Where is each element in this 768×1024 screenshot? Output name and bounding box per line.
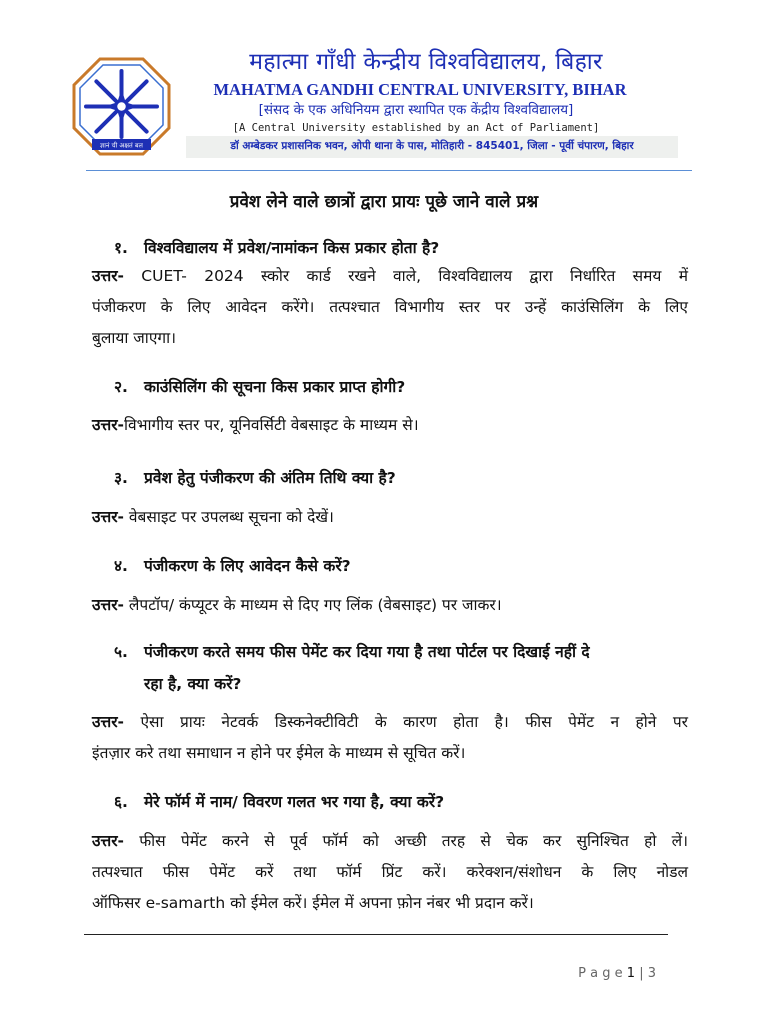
faq-question-text: मेरे फॉर्म में नाम/ विवरण गलत भर गया है, क्या करें? bbox=[144, 793, 445, 811]
answer-line: उत्तर- फीस पेमेंट करने से पूर्व फॉर्म को अच्छी तरह से चेक कर सुनिश्चित हो लें। bbox=[92, 832, 688, 850]
letterhead bbox=[0, 0, 768, 175]
university-name-english: MAHATMA GANDHI CENTRAL UNIVERSITY, BIHAR bbox=[213, 80, 627, 99]
header-divider bbox=[86, 170, 692, 171]
answer-label: उत्तर- bbox=[92, 508, 124, 526]
faq-number: ३. bbox=[114, 469, 128, 487]
establishment-note-hindi: [संसद के एक अधिनियम द्वारा स्थापित एक केंद्रीय विश्वविद्यालय] bbox=[258, 102, 574, 118]
faq-question-2 bbox=[114, 375, 405, 397]
page-number-footer bbox=[578, 966, 656, 981]
faq-question-5 bbox=[114, 640, 590, 662]
answer-label: उत्तर- bbox=[92, 832, 124, 850]
faq-number: ६. bbox=[114, 793, 128, 811]
faq-number: १. bbox=[114, 239, 128, 257]
establishment-note-english: [A Central University established by an Act of Parliament] bbox=[232, 122, 600, 134]
answer-line: उत्तर- ऐसा प्रायः नेटवर्क डिस्कनेक्टीविटी के कारण होता है। फीस पेमेंट न होने पर bbox=[92, 713, 688, 731]
faq-question-text: विश्वविद्यालय में प्रवेश/नामांकन किस प्रकार होता है? bbox=[144, 239, 440, 257]
faq-answer-6 bbox=[92, 826, 688, 919]
page-label: P a g e bbox=[578, 966, 623, 981]
faq-question-text: पंजीकरण के लिए आवेदन कैसे करें? bbox=[144, 557, 351, 575]
answer-line: पंजीकरण के लिए आवेदन करेंगे। तत्पश्चात विभागीय स्तर पर उन्हें काउंसिलिंग के लिए bbox=[92, 298, 688, 316]
answer-line: इंतज़ार करे तथा समाधान न होने पर ईमेल के माध्यम से सूचित करें। bbox=[92, 744, 466, 762]
faq-answer-2 bbox=[92, 410, 688, 441]
answer-line: उत्तर- वेबसाइट पर उपलब्ध सूचना को देखें। bbox=[92, 508, 334, 526]
faq-question-text: प्रवेश हेतु पंजीकरण की अंतिम तिथि क्या है? bbox=[144, 469, 396, 487]
faq-answer-4 bbox=[92, 590, 688, 621]
faq-answer-3 bbox=[92, 502, 688, 533]
university-address: डॉ अम्बेडकर प्रशासनिक भवन, ओपी थाना के पास, मोतिहारी - 845401, जिला - पूर्वी चंपारण, बिहार bbox=[230, 140, 634, 152]
faq-number: ४. bbox=[114, 557, 128, 575]
answer-label: उत्तर- bbox=[92, 596, 124, 614]
answer-label: उत्तर- bbox=[92, 713, 124, 731]
faq-question-6 bbox=[114, 790, 444, 812]
answer-line: बुलाया जाएगा। bbox=[92, 329, 177, 347]
faq-question-5-continued: रहा है, क्या करें? bbox=[144, 675, 242, 693]
current-page: 1 bbox=[626, 966, 636, 981]
faq-answer-5 bbox=[92, 707, 688, 769]
answer-label: उत्तर- bbox=[92, 267, 124, 285]
total-pages: 3 bbox=[647, 966, 656, 981]
faq-question-4 bbox=[114, 554, 351, 576]
faq-question-1 bbox=[114, 236, 439, 258]
faq-question-3 bbox=[114, 466, 396, 488]
faq-answer-1 bbox=[92, 261, 688, 354]
answer-line: उत्तर-विभागीय स्तर पर, यूनिवर्सिटी वेबसाइट के माध्यम से। bbox=[92, 416, 419, 434]
answer-line: उत्तर- CUET- 2024 स्कोर कार्ड रखने वाले, विश्वविद्यालय द्वारा निर्धारित समय में bbox=[92, 267, 688, 285]
answer-line: उत्तर- लैपटॉप/ कंप्यूटर के माध्यम से दिए गए लिंक (वेबसाइट) पर जाकर। bbox=[92, 596, 502, 614]
answer-line: ऑफिसर e-samarth को ईमेल करें। ईमेल में अपना फ़ोन नंबर भी प्रदान करें। bbox=[92, 894, 534, 912]
faq-question-text: काउंसिलिंग की सूचना किस प्रकार प्राप्त होगी? bbox=[144, 378, 406, 396]
logo-motto: ज्ञानं ची अक्षतं बल bbox=[100, 141, 143, 150]
answer-line: तत्पश्चात फीस पेमेंट करें तथा फॉर्म प्रिंट करें। करेक्शन/संशोधन के लिए नोडल bbox=[92, 863, 688, 881]
university-name-hindi: महात्मा गाँधी केन्द्रीय विश्वविद्यालय, बिहार bbox=[249, 49, 603, 75]
page-separator: | bbox=[639, 966, 644, 981]
page-title: प्रवेश लेने वाले छात्रों द्वारा प्रायः पूछे जाने वाले प्रश्न bbox=[229, 192, 539, 212]
bottom-divider bbox=[84, 934, 668, 935]
faq-number: ५. bbox=[114, 643, 128, 661]
faq-question-text: पंजीकरण करते समय फीस पेमेंट कर दिया गया है तथा पोर्टल पर दिखाई नहीं दे bbox=[144, 643, 590, 661]
faq-number: २. bbox=[114, 378, 128, 396]
university-emblem-icon bbox=[70, 55, 173, 158]
answer-label: उत्तर- bbox=[92, 416, 124, 434]
